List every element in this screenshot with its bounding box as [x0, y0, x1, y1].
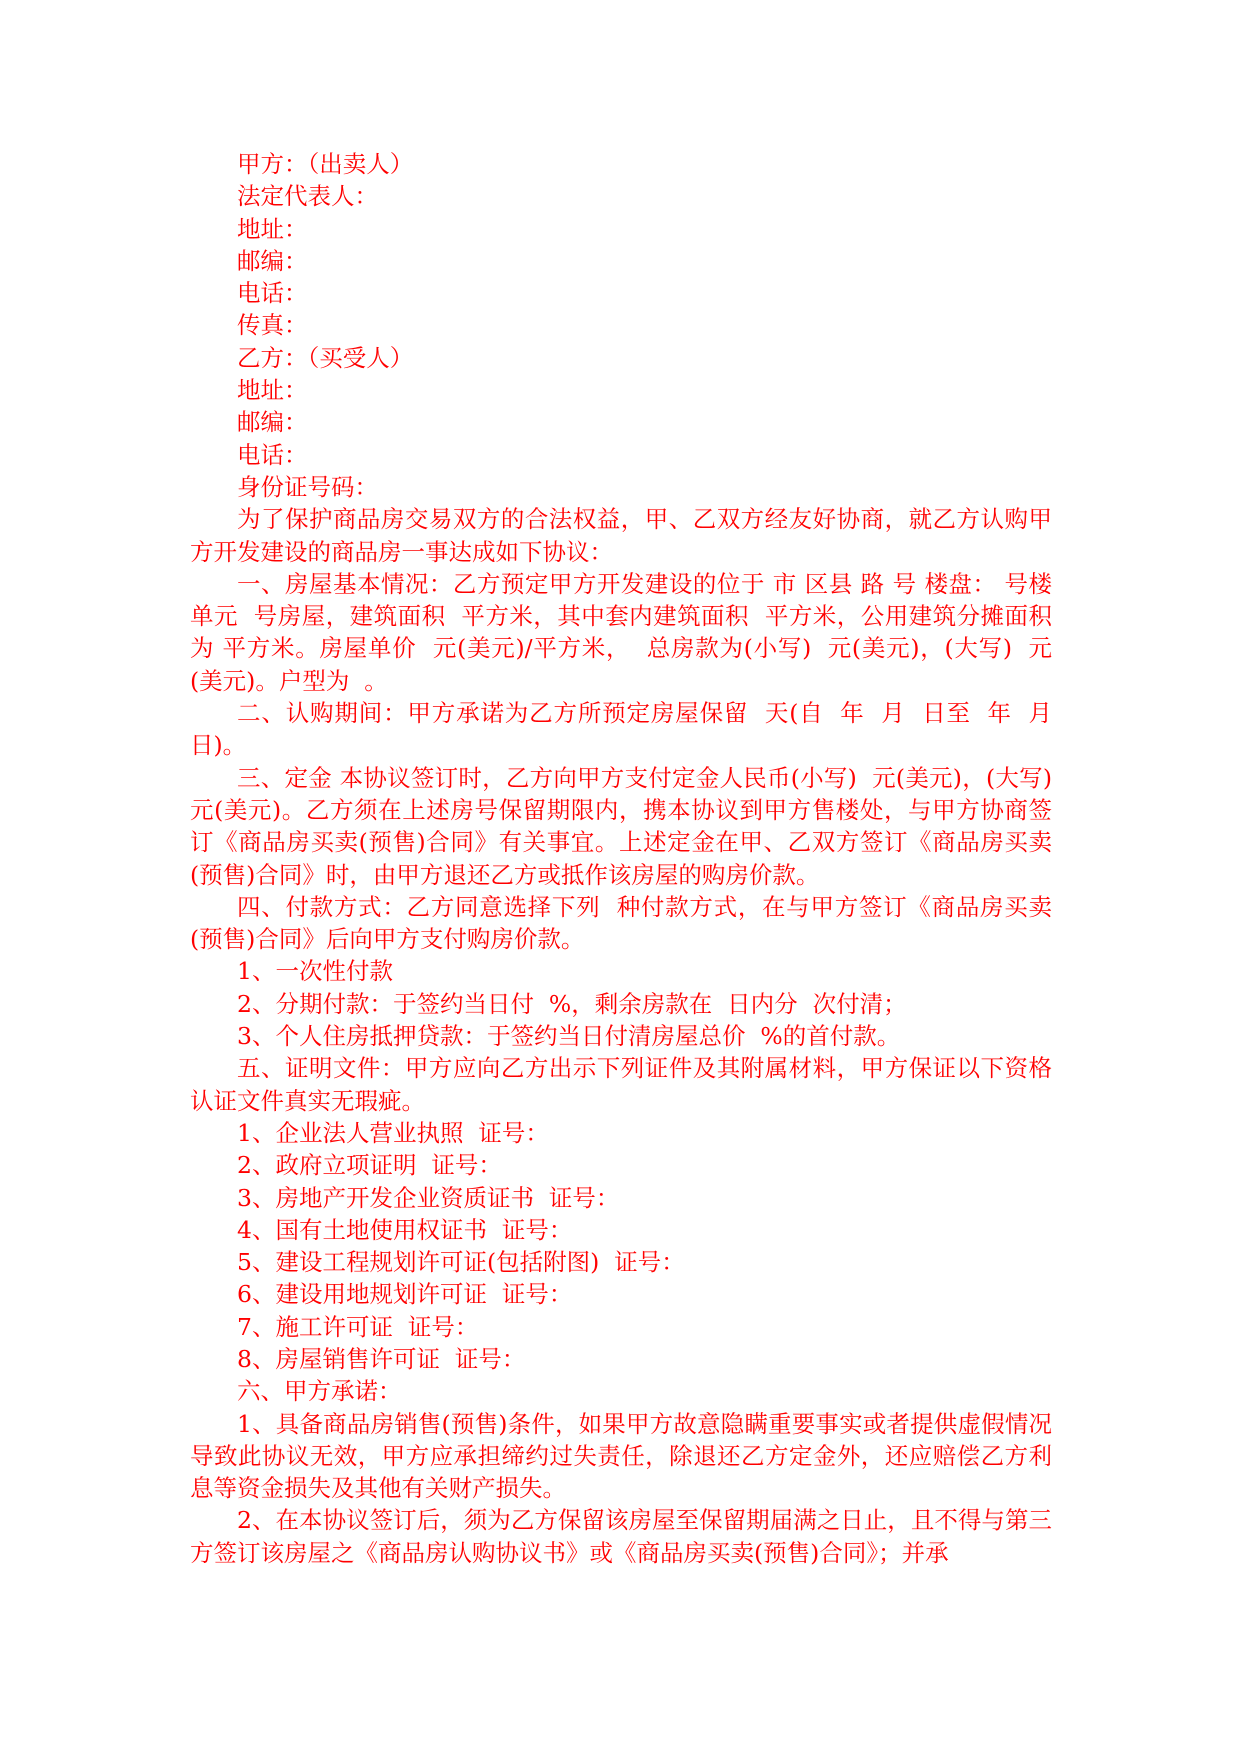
contract-body [190, 148, 1067, 1569]
clause-6-party-a-commitments: 六、甲方承诺： [237, 1377, 402, 1406]
payment-option-1: 1、一次性付款 [237, 957, 393, 986]
certificate-item-6: 6、建设用地规划许可证 证号： [237, 1280, 573, 1309]
payment-option-2: 2、分期付款：于签约当日付 %，剩余房款在 日内分 次付清； [237, 989, 907, 1018]
certificate-item-5: 5、建设工程规划许可证(包括附图) 证号： [237, 1248, 685, 1277]
clause-2-subscription-period: 二、认购期间：甲方承诺为乙方所预定房屋保留 天(自 年 月 日至 年 月 日)。 [190, 699, 1067, 760]
certificate-item-8: 8、房屋销售许可证 证号： [237, 1344, 526, 1373]
certificate-item-7: 7、施工许可证 证号： [237, 1312, 479, 1341]
certificate-item-2: 2、政府立项证明 证号： [237, 1151, 502, 1180]
commitment-item-2: 2、在本协议签订后，须为乙方保留该房屋至保留期届满之日止，且不得与第三方签订该房屋之《商品房认购协议书》或《商品房买卖(预售)合同》；并承 [190, 1506, 1052, 1567]
clause-4-payment-method: 四、付款方式：乙方同意选择下列 种付款方式，在与甲方签订《商品房买卖(预售)合同》后向甲方支付购房价款。 [190, 892, 1052, 954]
party-b-address: 地址： [237, 376, 308, 405]
party-a-fax: 传真： [237, 311, 308, 340]
certificate-item-4: 4、国有土地使用权证书 证号： [237, 1215, 573, 1244]
party-b-id-number: 身份证号码： [237, 472, 378, 501]
party-b-postcode: 邮编： [237, 408, 308, 437]
certificate-item-3: 3、房地产开发企业资质证书 证号： [237, 1183, 620, 1212]
party-b-heading: 乙方：（买受人） [237, 343, 414, 372]
party-a-postcode: 邮编： [237, 246, 308, 275]
party-a-heading: 甲方：（出卖人） [237, 150, 414, 178]
party-b-phone: 电话： [237, 440, 308, 469]
party-a-phone: 电话： [237, 279, 308, 308]
party-a-legal-representative: 法定代表人： [237, 182, 378, 211]
commitment-item-1: 1、具备商品房销售(预售)条件，如果甲方故意隐瞒重要事实或者提供虚假情况导致此协议无效，甲方应承担缔约过失责任，除退还乙方定金外，还应赔偿乙方利息等资金损失及其他有关财产损失。 [190, 1409, 1052, 1503]
clause-5-certificates: 五、证明文件：甲方应向乙方出示下列证件及其附属材料，甲方保证以下资格认证文件真实无瑕疵。 [190, 1054, 1052, 1115]
clause-3-deposit: 三、定金 本协议签订时，乙方向甲方支付定金人民币(小写) 元(美元)，(大写) 元(美元)。乙方须在上述房号保留期限内，携本协议到甲方售楼处，与甲方协商签订《商品房买卖(预售)合同》有关事宜。上述定金在甲、乙双方签订《商品房买卖(预售)合同》时，由甲方退还乙方或抵作该房屋的购房价款。 [190, 763, 1067, 889]
clause-1-property-info: 一、房屋基本情况：乙方预定甲方开发建设的位于 市 区县 路 号 楼盘： 号楼 单元 号房屋，建筑面积 平方米，其中套内建筑面积 平方米，公用建筑分摊面积为 平方米。房屋单价 元(美元)/平方米， 总房款为(小写) 元(美元)，(大写) 元(美元)。户型为 。 [190, 569, 1060, 695]
preamble-paragraph: 为了保护商品房交易双方的合法权益，甲、乙双方经友好协商，就乙方认购甲方开发建设的商品房一事达成如下协议： [190, 505, 1052, 566]
certificate-item-1: 1、企业法人营业执照 证号： [237, 1118, 549, 1147]
party-a-address: 地址： [237, 214, 308, 243]
payment-option-3: 3、个人住房抵押贷款：于签约当日付清房屋总价 %的首付款。 [237, 1022, 901, 1051]
